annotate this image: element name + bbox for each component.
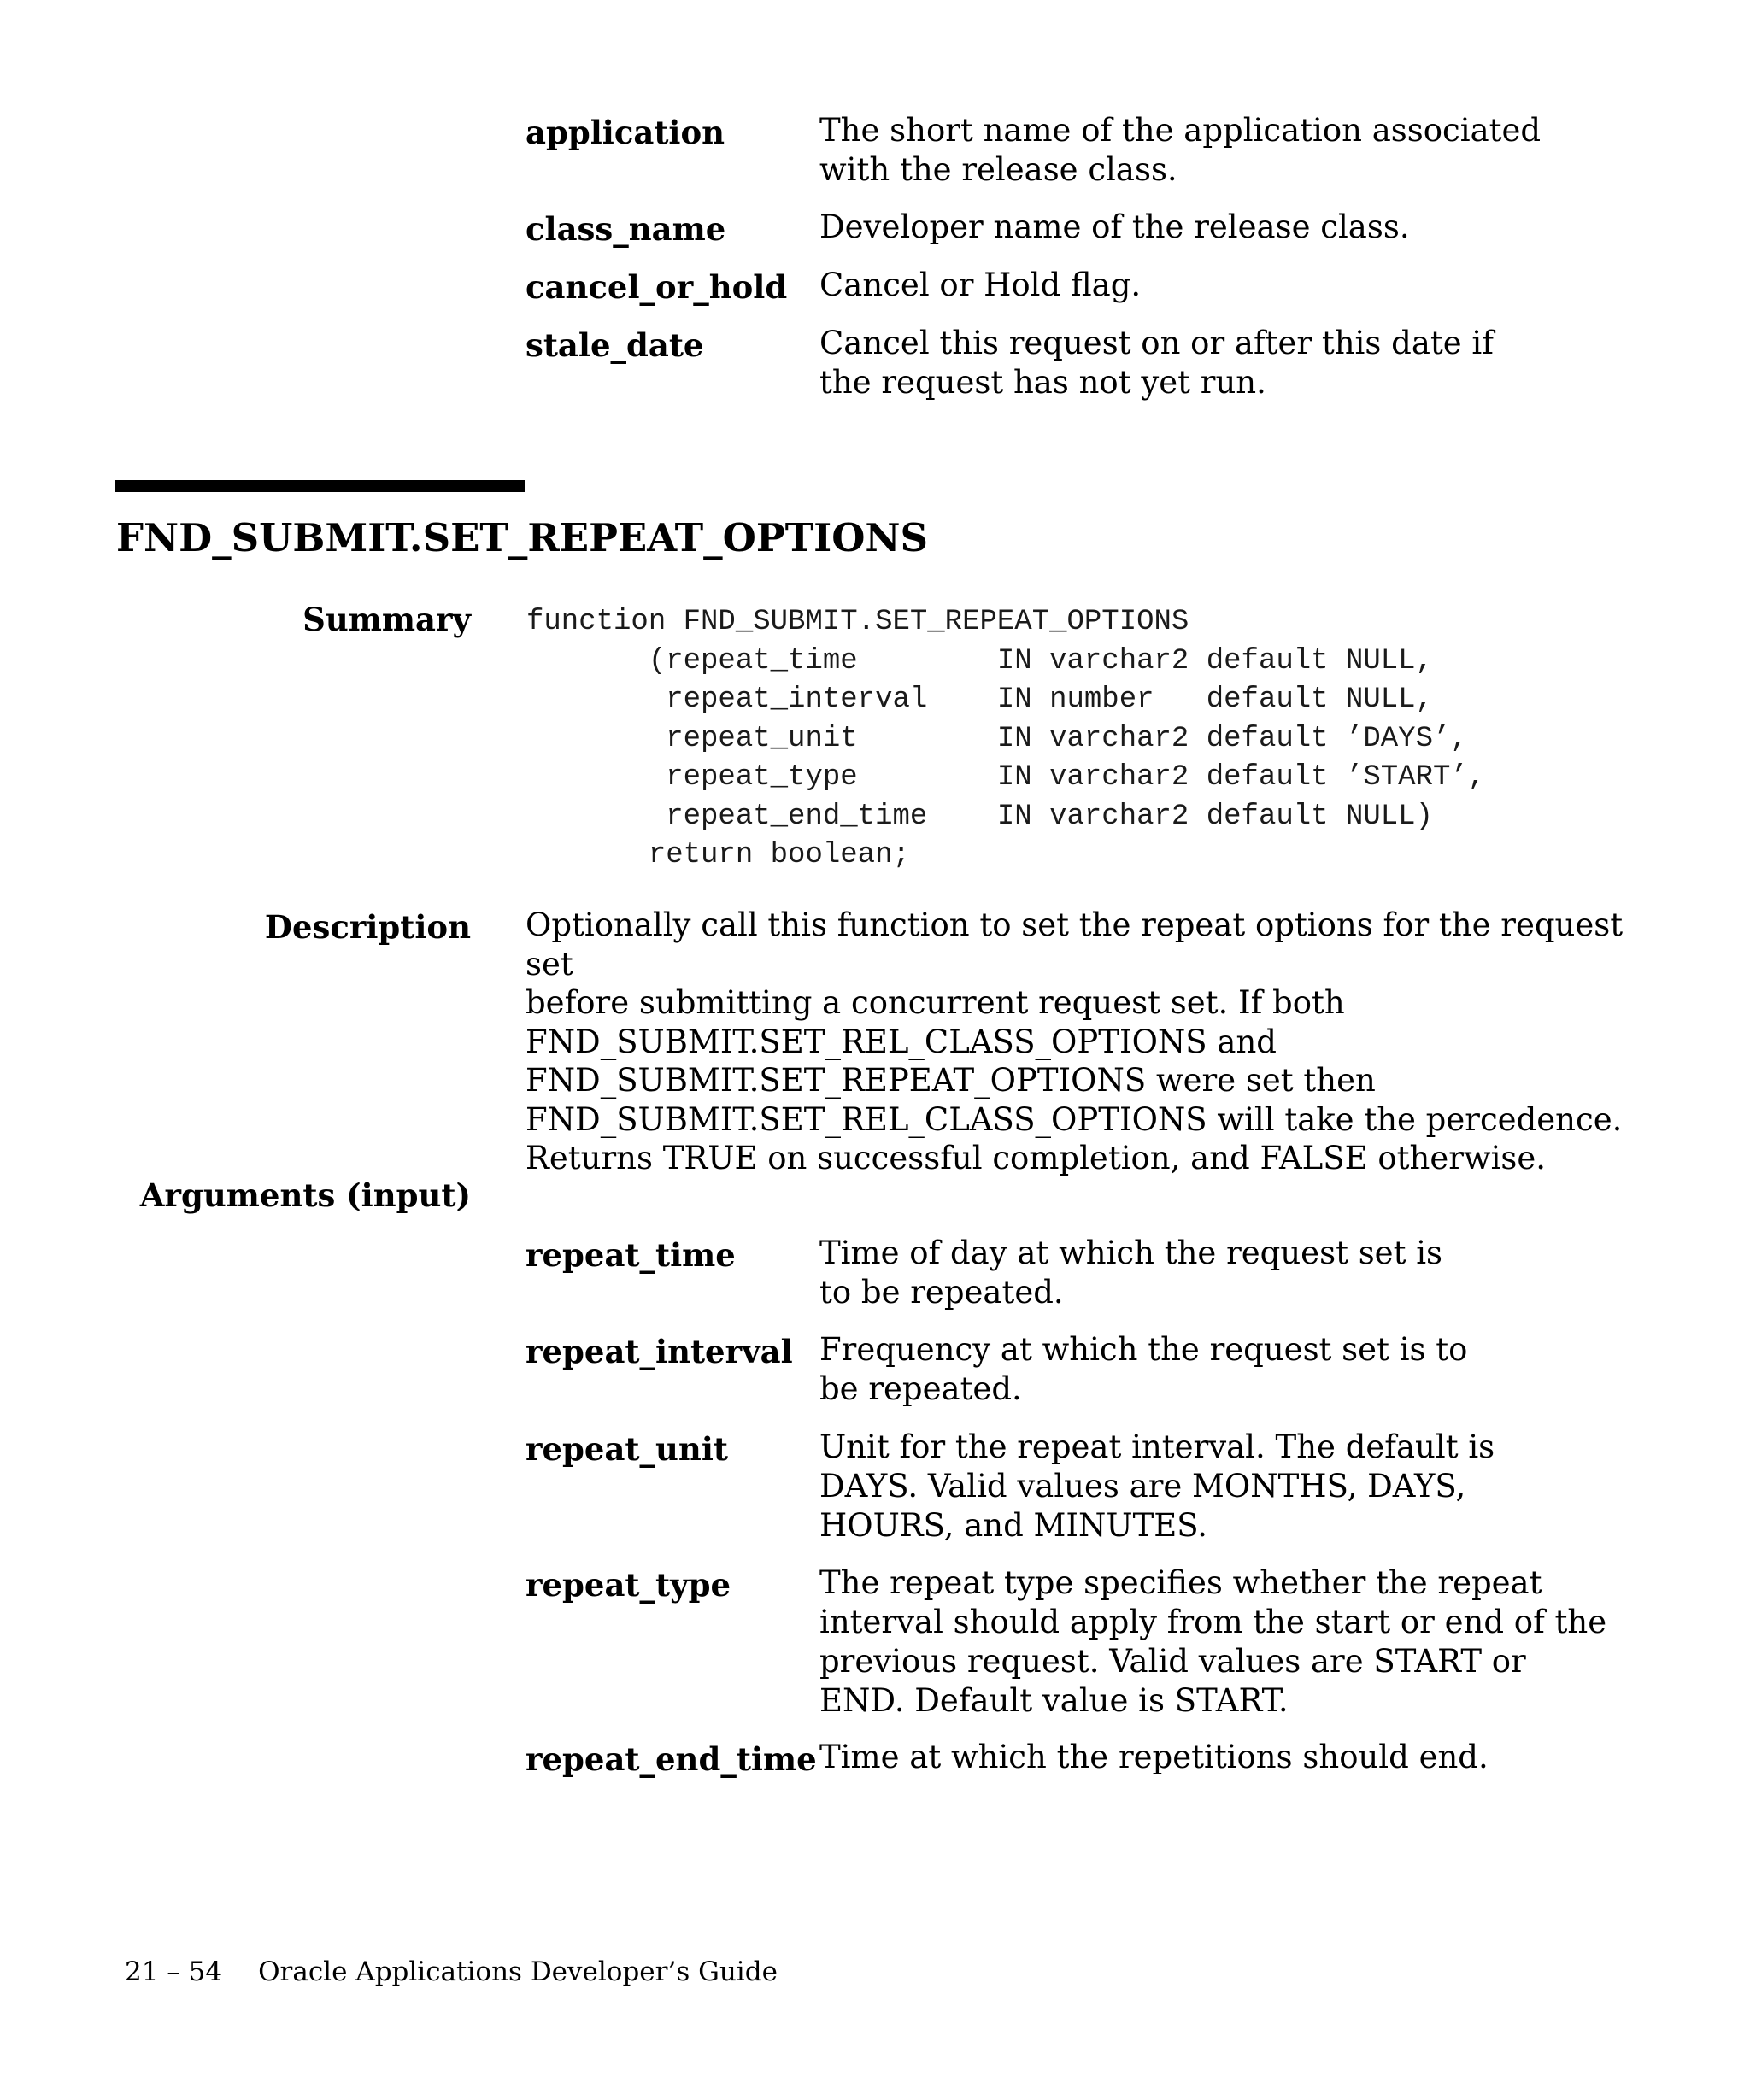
- section-heading: FND_SUBMIT.SET_REPEAT_OPTIONS: [116, 515, 929, 560]
- book-title: Oracle Applications Developer’s Guide: [258, 1956, 778, 1987]
- argument-name: cancel_or_hold: [526, 268, 788, 306]
- description-text: Optionally call this function to set the repeat options for the request set before submitting a concurrent request set. If both FND_SUBMIT.SET_REL_CLASS_OPTIONS and FND_SUBMIT.SET_REPEAT_OPTIONS were set then FND_SUBMIT.SET_REL_CLASS_OPTIONS will take the percedence. Returns TRUE on successful completion, and FALSE otherwise.: [526, 906, 1624, 1176]
- argument-name: class_name: [526, 210, 726, 248]
- argument-description: Cancel this request on or after this date if the request has not yet run.: [819, 325, 1494, 401]
- page-number: 21 – 54: [125, 1956, 223, 1987]
- description-label: Description: [264, 908, 471, 946]
- argument-description: Developer name of the release class.: [819, 208, 1410, 245]
- argument-name: repeat_unit: [526, 1430, 728, 1468]
- page-footer: [125, 1955, 778, 1989]
- argument-description: Frequency at which the request set is to be repeated.: [819, 1331, 1468, 1407]
- argument-name: repeat_end_time: [526, 1740, 817, 1778]
- argument-description: Time of day at which the request set is to be repeated.: [819, 1235, 1443, 1311]
- arguments-label: Arguments (input): [139, 1176, 471, 1214]
- summary-code: function FND_SUBMIT.SET_REPEAT_OPTIONS (repeat_time IN varchar2 default NULL, repeat_interval IN number default NULL, repeat_unit IN varchar2 default ’DAYS’, repeat_type IN varchar2 default ’START’, repeat_end_time IN varchar2 default NULL) return boolean;: [526, 606, 1486, 871]
- argument-description: The repeat type specifies whether the repeat interval should apply from the start or end of the previous request. Valid values are START or END. Default value is START.: [819, 1564, 1607, 1719]
- argument-description: Time at which the repetitions should end.: [819, 1739, 1489, 1775]
- argument-name: application: [526, 114, 725, 151]
- section-rule: [115, 480, 525, 492]
- argument-description: The short name of the application associated with the release class.: [819, 112, 1542, 188]
- argument-name: repeat_interval: [526, 1333, 793, 1370]
- argument-description: Cancel or Hold flag.: [819, 267, 1142, 303]
- argument-description: Unit for the repeat interval. The default is DAYS. Valid values are MONTHS, DAYS, HOURS, and MINUTES.: [819, 1428, 1495, 1544]
- argument-name: repeat_time: [526, 1236, 736, 1274]
- argument-name: repeat_type: [526, 1566, 731, 1604]
- summary-label: Summary: [302, 601, 471, 638]
- argument-name: stale_date: [526, 326, 704, 364]
